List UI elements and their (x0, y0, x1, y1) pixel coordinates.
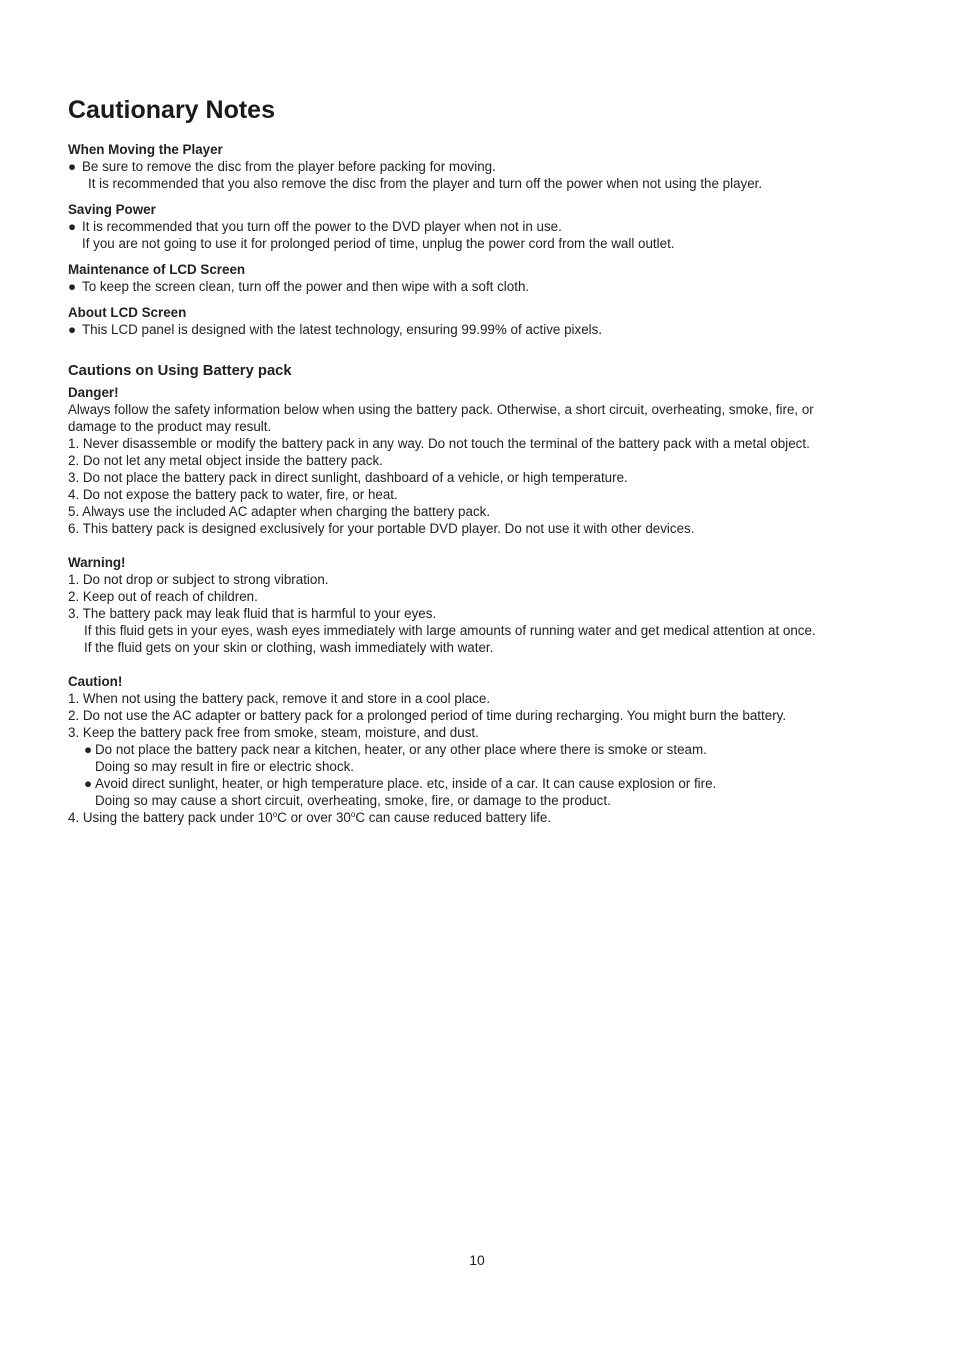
bullet-icon: ● (68, 159, 77, 174)
list-item: 3. Do not place the battery pack in direct sunlight, dashboard of a vehicle, or high temperature. (68, 470, 628, 485)
list-item: 2. Do not let any metal object inside the battery pack. (68, 453, 383, 468)
section-heading-moving: When Moving the Player (68, 142, 223, 157)
bullet-icon: ● (68, 279, 77, 294)
list-item: ● Be sure to remove the disc from the player before packing for moving. (68, 159, 496, 174)
danger-intro: damage to the product may result. (68, 419, 272, 434)
list-item-continuation: If the fluid gets on your skin or clothing, wash immediately with water. (84, 640, 494, 655)
bullet-icon: ● (68, 322, 77, 337)
sub-list-item-continuation: Doing so may result in fire or electric shock. (95, 759, 354, 774)
list-item: 1. Never disassemble or modify the battery pack in any way. Do not touch the terminal of the battery pack with a metal object. (68, 436, 810, 451)
list-item-continuation: It is recommended that you also remove the disc from the player and turn off the power when not using the player. (88, 176, 763, 191)
bullet-icon: ● (68, 219, 77, 234)
sub-list-item: ● Do not place the battery pack near a kitchen, heater, or any other place where there is smoke or steam. (84, 742, 707, 757)
list-item: 5. Always use the included AC adapter when charging the battery pack. (68, 504, 491, 519)
bullet-icon: ● (84, 776, 93, 791)
sub-list-item-continuation: Doing so may cause a short circuit, overheating, smoke, fire, or damage to the product. (95, 793, 611, 808)
page-number: 10 (469, 1252, 485, 1268)
list-item: 3. Keep the battery pack free from smoke, steam, moisture, and dust. (68, 725, 479, 740)
list-item: 2. Keep out of reach of children. (68, 589, 258, 604)
body-text (68, 141, 898, 826)
list-item-continuation: If you are not going to use it for prolonged period of time, unplug the power cord from the wall outlet. (82, 236, 675, 251)
degree-symbol: o (272, 810, 278, 819)
list-item: 2. Do not use the AC adapter or battery pack for a prolonged period of time during recharging. You might burn the battery. (68, 708, 787, 723)
list-item: 3. The battery pack may leak fluid that is harmful to your eyes. (68, 606, 437, 621)
danger-intro: Always follow the safety information below when using the battery pack. Otherwise, a short circuit, overheating, smoke, fire, or (68, 402, 814, 417)
danger-heading: Danger! (68, 385, 119, 400)
list-item: ● To keep the screen clean, turn off the power and then wipe with a soft cloth. (68, 279, 530, 294)
list-item: 1. When not using the battery pack, remove it and store in a cool place. (68, 691, 491, 706)
warning-heading: Warning! (68, 555, 126, 570)
degree-symbol: o (350, 810, 356, 819)
list-item: ● This LCD panel is designed with the latest technology, ensuring 99.99% of active pixels. (68, 322, 603, 337)
list-item-continuation: If this fluid gets in your eyes, wash eyes immediately with large amounts of running water and get medical attention at once. (84, 623, 816, 638)
section-heading-battery: Cautions on Using Battery pack (68, 363, 292, 379)
section-heading-about: About LCD Screen (68, 305, 187, 320)
caution-heading: Caution! (68, 674, 123, 689)
list-item: 4. Do not expose the battery pack to water, fire, or heat. (68, 487, 398, 502)
sub-list-item: ● Avoid direct sunlight, heater, or high temperature place. etc, inside of a car. It can cause explosion or fire. (84, 776, 717, 791)
list-item: 4. Using the battery pack under 10$^o$C or over 30$^o$C can cause reduced battery life. (68, 810, 552, 825)
page-title: Cautionary Notes (68, 96, 275, 124)
list-item: 6. This battery pack is designed exclusively for your portable DVD player. Do not use it with other devices. (68, 521, 695, 536)
section-heading-maintenance: Maintenance of LCD Screen (68, 262, 246, 277)
bullet-icon: ● (84, 742, 93, 757)
section-heading-saving: Saving Power (68, 202, 156, 217)
list-item: 1. Do not drop or subject to strong vibration. (68, 572, 329, 587)
list-item: ● It is recommended that you turn off the power to the DVD player when not in use. (68, 219, 562, 234)
